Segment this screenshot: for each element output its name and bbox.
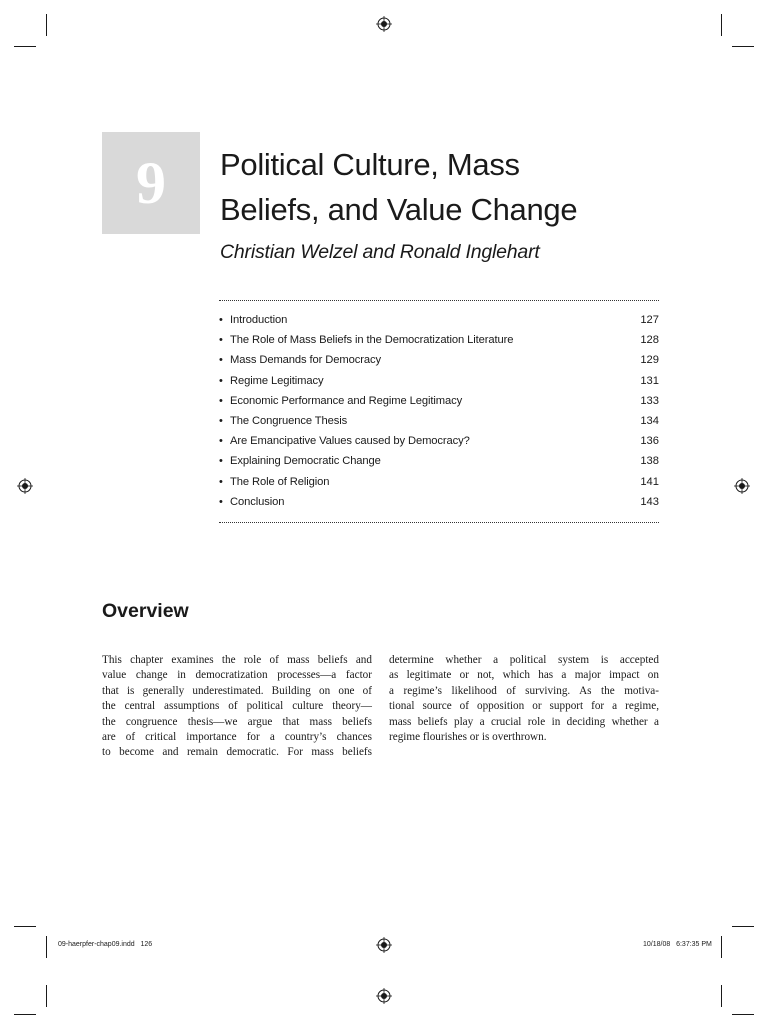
text-line: a regime’s likelihood of surviving. As the motiva-	[389, 684, 659, 697]
toc-top-rule	[219, 300, 659, 301]
toc-item[interactable]	[219, 451, 659, 471]
text-line: are of critical importance for a country’s chances	[102, 731, 372, 744]
bullet-icon: •	[219, 374, 223, 387]
toc-item-page: 133	[640, 394, 659, 407]
chapter-title-line: Political Culture, Mass	[220, 147, 520, 182]
toc-item-page: 141	[640, 475, 659, 488]
toc-item[interactable]	[219, 431, 659, 451]
bullet-icon: •	[219, 334, 223, 347]
crop-mark	[732, 46, 754, 47]
registration-target-icon	[376, 988, 392, 1004]
crop-mark	[732, 926, 754, 927]
toc-item-page: 143	[640, 495, 659, 508]
section-heading-overview: Overview	[102, 600, 189, 622]
toc-item[interactable]	[219, 371, 659, 391]
crop-mark	[46, 936, 47, 958]
text-line: This chapter examines the role of mass beliefs and	[102, 654, 372, 666]
toc-item-label: The Role of Mass Beliefs in the Democratization Literature	[230, 334, 514, 347]
chapter-title-line: Beliefs, and Value Change	[220, 192, 578, 227]
bullet-icon: •	[219, 435, 223, 448]
toc-item[interactable]	[219, 391, 659, 411]
text-line: the congruence thesis—we argue that mass beliefs	[102, 715, 372, 728]
registration-target-icon	[376, 16, 392, 32]
toc-item-label: Introduction	[230, 314, 288, 327]
toc-item-page: 128	[640, 334, 659, 347]
crop-mark	[732, 1014, 754, 1015]
bullet-icon: •	[219, 495, 223, 508]
crop-mark	[14, 46, 36, 47]
chapter-authors: Christian Welzel and Ronald Inglehart	[220, 241, 540, 263]
slug-filename: 09-haerpfer-chap09.indd 126	[58, 941, 153, 948]
toc-item[interactable]	[219, 472, 659, 492]
toc-item[interactable]	[219, 411, 659, 431]
chapter-number-box	[102, 132, 200, 234]
crop-mark	[721, 985, 722, 1007]
toc-item-label: Are Emancipative Values caused by Democracy?	[230, 435, 470, 448]
registration-target-icon	[17, 478, 33, 494]
toc-item-label: The Congruence Thesis	[230, 415, 348, 428]
toc-item[interactable]	[219, 330, 659, 350]
toc-item-label: The Role of Religion	[230, 475, 330, 488]
toc-item-page: 129	[640, 354, 659, 367]
crop-mark	[46, 985, 47, 1007]
toc-bottom-rule	[219, 522, 659, 523]
text-line: that is generally underestimated. Building on one of	[102, 684, 372, 697]
text-line: regime flourishes or is overthrown.	[389, 731, 547, 744]
chapter-title	[220, 142, 700, 232]
text-line: tional source of opposition or support for a regime,	[389, 700, 659, 713]
toc-item[interactable]	[219, 310, 659, 330]
toc-item-label: Regime Legitimacy	[230, 374, 324, 387]
text-line: determine whether a political system is accepted	[389, 654, 659, 666]
text-line: mass beliefs play a crucial role in deciding whether a	[389, 715, 659, 728]
toc-item-page: 134	[640, 415, 659, 428]
bullet-icon: •	[219, 394, 223, 407]
chapter-contents-list	[219, 310, 659, 512]
toc-item[interactable]	[219, 492, 659, 512]
toc-item-label: Economic Performance and Regime Legitimacy	[230, 394, 463, 407]
crop-mark	[14, 926, 36, 927]
crop-mark	[721, 14, 722, 36]
text-line: the central assumptions of political culture theory—	[102, 700, 372, 713]
bullet-icon: •	[219, 354, 223, 367]
text-line: to become and remain democratic. For mass beliefs	[102, 746, 372, 759]
chapter-number: 9	[136, 150, 166, 216]
crop-mark	[46, 14, 47, 36]
bullet-icon: •	[219, 455, 223, 468]
toc-item[interactable]	[219, 350, 659, 370]
toc-item-label: Conclusion	[230, 495, 285, 508]
bullet-icon: •	[219, 415, 223, 428]
toc-item-page: 131	[640, 374, 659, 387]
toc-item-page: 138	[640, 455, 659, 468]
body-text-column-left	[102, 653, 372, 761]
registration-target-icon	[734, 478, 750, 494]
toc-item-page: 136	[640, 435, 659, 448]
toc-item-page: 127	[640, 314, 659, 327]
toc-item-label: Mass Demands for Democracy	[230, 354, 381, 367]
text-line: as legitimate or not, which has a major impact on	[389, 669, 659, 682]
toc-item-label: Explaining Democratic Change	[230, 455, 381, 468]
registration-target-icon	[376, 937, 392, 953]
bullet-icon: •	[219, 314, 223, 327]
body-text-column-right	[389, 653, 659, 745]
slug-timestamp: 10/18/08 6:37:35 PM	[643, 941, 712, 948]
text-line: value change in democratization processes—a factor	[102, 669, 372, 682]
bullet-icon: •	[219, 475, 223, 488]
crop-mark	[14, 1014, 36, 1015]
crop-mark	[721, 936, 722, 958]
